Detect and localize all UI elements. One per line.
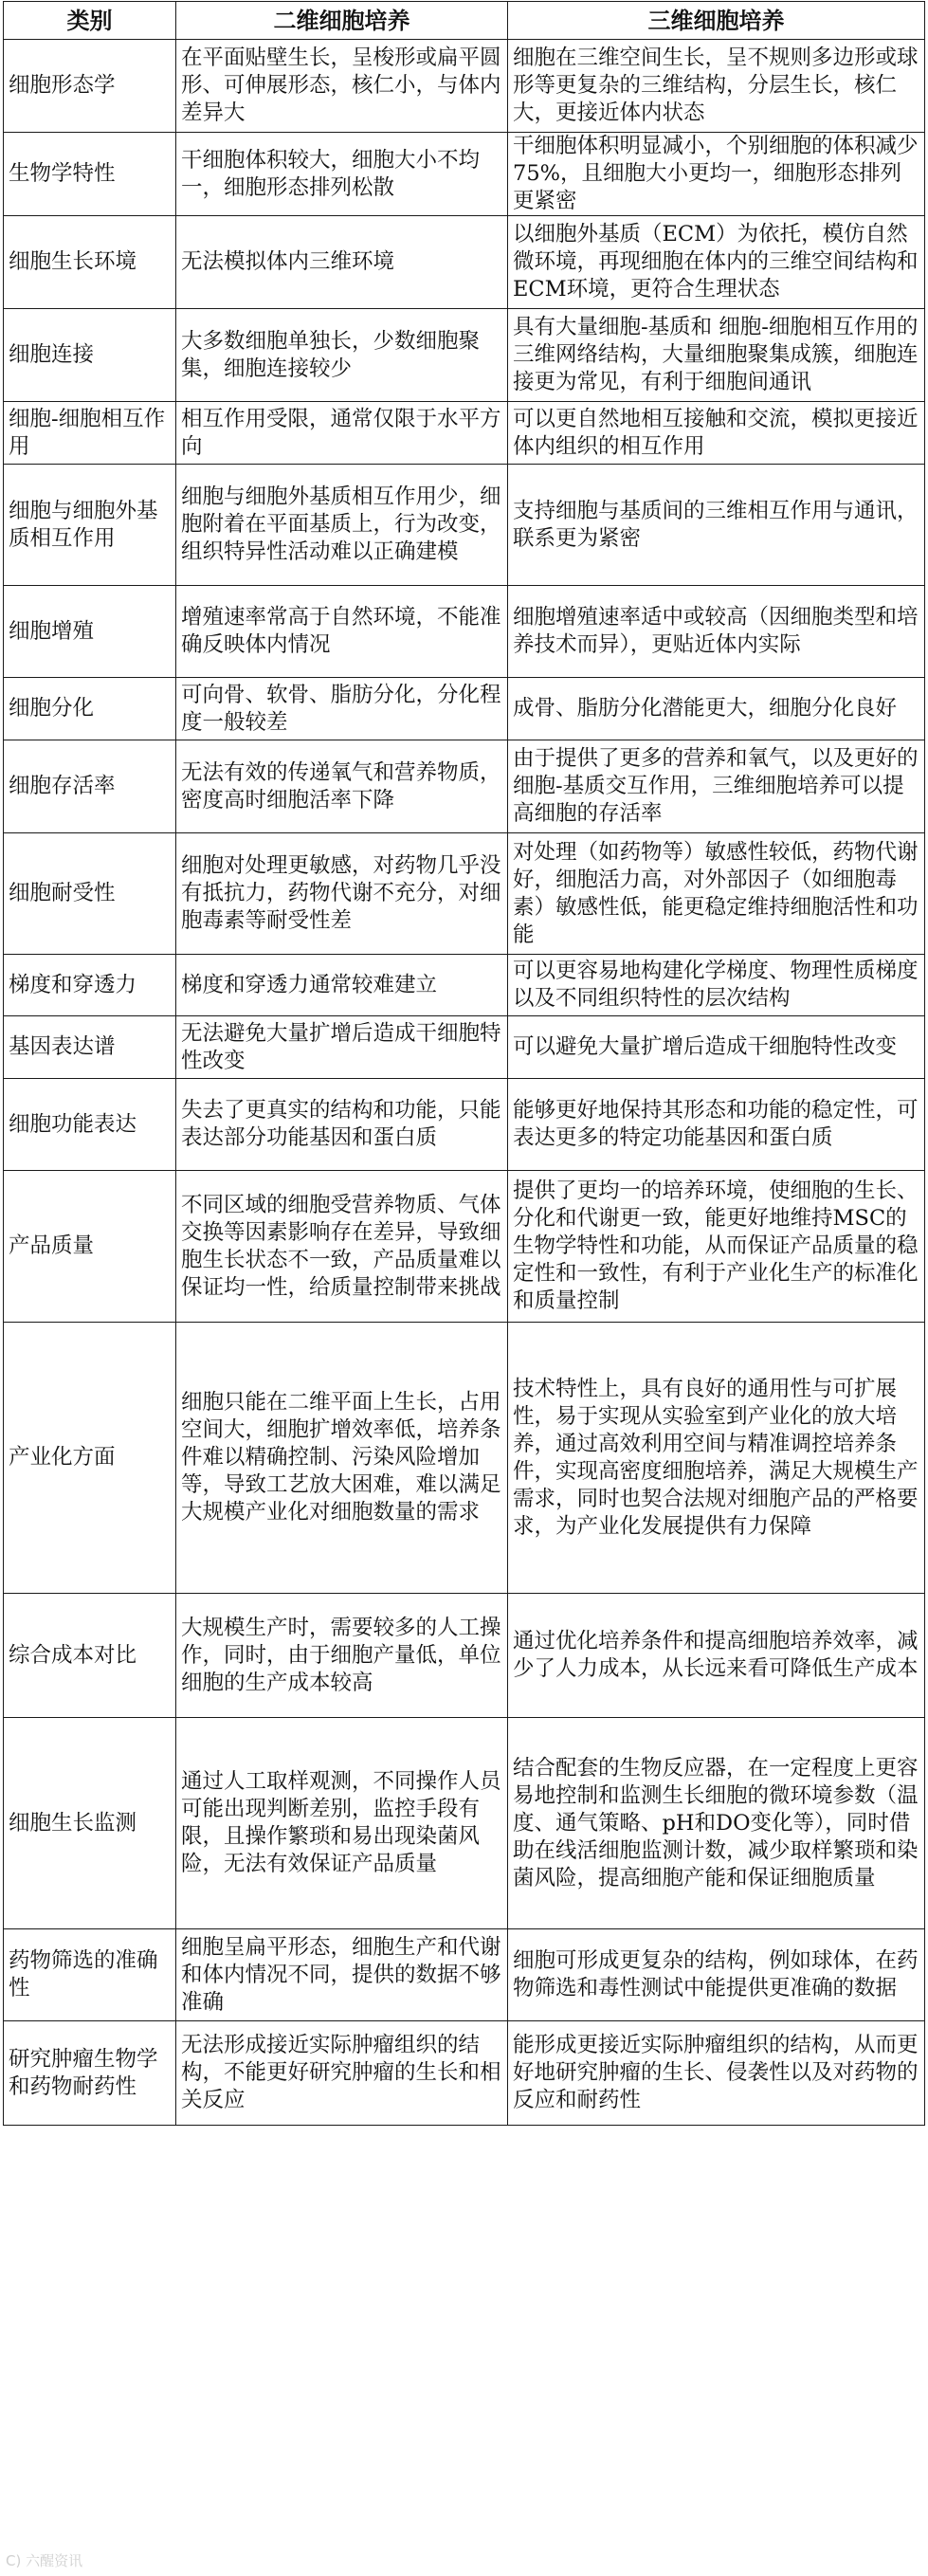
culture-2d-cell: 相互作用受限，通常仅限于水平方向 <box>176 402 508 465</box>
culture-3d-cell: 干细胞体积明显减小，个别细胞的体积减少75%，且细胞大小更均一，细胞形态排列更紧密 <box>508 133 925 216</box>
category-cell: 综合成本对比 <box>4 1594 176 1718</box>
table-row <box>4 1929 925 2021</box>
table-row <box>4 1016 925 1079</box>
table-row <box>4 1079 925 1171</box>
culture-2d-cell: 增殖速率常高于自然环境，不能准确反映体内情况 <box>176 586 508 678</box>
watermark: C) 六醒资讯 <box>6 2552 83 2569</box>
culture-3d-cell: 成骨、脂肪分化潜能更大，细胞分化良好 <box>508 678 925 740</box>
culture-3d-cell: 以细胞外基质（ECM）为依托，模仿自然微环境，再现细胞在体内的三维空间结构和ECM环境，更符合生理状态 <box>508 216 925 309</box>
category-cell: 产品质量 <box>4 1171 176 1323</box>
category-cell: 细胞与细胞外基质相互作用 <box>4 465 176 586</box>
culture-2d-cell: 细胞呈扁平形态，细胞生产和代谢和体内情况不同，提供的数据不够准确 <box>176 1929 508 2021</box>
culture-2d-cell: 在平面贴壁生长，呈梭形或扁平圆形、可伸展形态，核仁小，与体内差异大 <box>176 40 508 133</box>
culture-3d-cell: 可以更自然地相互接触和交流，模拟更接近体内组织的相互作用 <box>508 402 925 465</box>
table-row <box>4 40 925 133</box>
culture-3d-cell: 细胞可形成更复杂的结构，例如球体，在药物筛选和毒性测试中能提供更准确的数据 <box>508 1929 925 2021</box>
table-row <box>4 586 925 678</box>
culture-3d-cell: 能形成更接近实际肿瘤组织的结构，从而更好地研究肿瘤的生长、侵袭性以及对药物的反应和耐药性 <box>508 2021 925 2126</box>
table-row <box>4 955 925 1016</box>
culture-2d-cell: 失去了更真实的结构和功能，只能表达部分功能基因和蛋白质 <box>176 1079 508 1171</box>
category-cell: 细胞存活率 <box>4 740 176 833</box>
category-cell: 细胞耐受性 <box>4 833 176 955</box>
table-row <box>4 1171 925 1323</box>
table-row <box>4 678 925 740</box>
table-row <box>4 402 925 465</box>
culture-2d-cell: 无法有效的传递氧气和营养物质，密度高时细胞活率下降 <box>176 740 508 833</box>
table-row <box>4 2021 925 2126</box>
culture-3d-cell: 由于提供了更多的营养和氧气，以及更好的细胞-基质交互作用，三维细胞培养可以提高细胞的存活率 <box>508 740 925 833</box>
culture-3d-cell: 通过优化培养条件和提高细胞培养效率，减少了人力成本，从长远来看可降低生产成本 <box>508 1594 925 1718</box>
category-cell: 细胞-细胞相互作用 <box>4 402 176 465</box>
table-row <box>4 1594 925 1718</box>
culture-3d-cell: 细胞在三维空间生长，呈不规则多边形或球形等更复杂的三维结构，分层生长，核仁大，更接近体内状态 <box>508 40 925 133</box>
category-cell: 细胞生长监测 <box>4 1718 176 1929</box>
culture-3d-cell: 具有大量细胞-基质和 细胞-细胞相互作用的三维网络结构，大量细胞聚集成簇，细胞连接更为常见，有利于细胞间通讯 <box>508 309 925 402</box>
table-row <box>4 216 925 309</box>
culture-3d-cell: 对处理（如药物等）敏感性较低，药物代谢好，细胞活力高，对外部因子（如细胞毒素）敏感性低，能更稳定维持细胞活性和功能 <box>508 833 925 955</box>
category-cell: 细胞连接 <box>4 309 176 402</box>
culture-2d-cell: 无法形成接近实际肿瘤组织的结构，不能更好研究肿瘤的生长和相关反应 <box>176 2021 508 2126</box>
category-cell: 生物学特性 <box>4 133 176 216</box>
category-cell: 药物筛选的准确性 <box>4 1929 176 2021</box>
table-row <box>4 465 925 586</box>
culture-3d-cell: 技术特性上，具有良好的通用性与可扩展性，易于实现从实验室到产业化的放大培养，通过高效利用空间与精准调控培养条件，实现高密度细胞培养，满足大规模生产需求，同时也契合法规对细胞产品的严格要求，为产业化发展提供有力保障 <box>508 1323 925 1594</box>
category-cell: 细胞分化 <box>4 678 176 740</box>
header-category: 类别 <box>4 2 176 40</box>
culture-2d-cell: 无法模拟体内三维环境 <box>176 216 508 309</box>
table-row <box>4 1323 925 1594</box>
category-cell: 产业化方面 <box>4 1323 176 1594</box>
comparison-table <box>3 1 925 2126</box>
culture-3d-cell: 可以避免大量扩增后造成干细胞特性改变 <box>508 1016 925 1079</box>
table-row <box>4 133 925 216</box>
category-cell: 细胞形态学 <box>4 40 176 133</box>
culture-2d-cell: 细胞与细胞外基质相互作用少，细胞附着在平面基质上，行为改变，组织特异性活动难以正确建模 <box>176 465 508 586</box>
table-row <box>4 1718 925 1929</box>
category-cell: 研究肿瘤生物学和药物耐药性 <box>4 2021 176 2126</box>
culture-3d-cell: 结合配套的生物反应器，在一定程度上更容易地控制和监测生长细胞的微环境参数（温度、通气策略、pH和DO变化等），同时借助在线活细胞监测计数，减少取样繁琐和染菌风险，提高细胞产能和保证细胞质量 <box>508 1718 925 1929</box>
culture-2d-cell: 大多数细胞单独长，少数细胞聚集，细胞连接较少 <box>176 309 508 402</box>
culture-2d-cell: 不同区域的细胞受营养物质、气体交换等因素影响存在差异，导致细胞生长状态不一致，产品质量难以保证均一性，给质量控制带来挑战 <box>176 1171 508 1323</box>
culture-2d-cell: 细胞只能在二维平面上生长，占用空间大，细胞扩增效率低，培养条件难以精确控制、污染风险增加等，导致工艺放大困难，难以满足大规模产业化对细胞数量的需求 <box>176 1323 508 1594</box>
header-3d-culture: 三维细胞培养 <box>508 2 925 40</box>
culture-3d-cell: 支持细胞与基质间的三维相互作用与通讯，联系更为紧密 <box>508 465 925 586</box>
culture-2d-cell: 干细胞体积较大，细胞大小不均一，细胞形态排列松散 <box>176 133 508 216</box>
category-cell: 基因表达谱 <box>4 1016 176 1079</box>
table-row <box>4 740 925 833</box>
table-row <box>4 833 925 955</box>
header-row <box>4 2 925 40</box>
header-2d-culture: 二维细胞培养 <box>176 2 508 40</box>
table-row <box>4 309 925 402</box>
culture-3d-cell: 提供了更均一的培养环境，使细胞的生长、分化和代谢更一致，能更好地维持MSC的 生物学特性和功能，从而保证产品质量的稳定性和一致性，有利于产业化生产的标准化和质量控制 <box>508 1171 925 1323</box>
culture-2d-cell: 梯度和穿透力通常较难建立 <box>176 955 508 1016</box>
category-cell: 梯度和穿透力 <box>4 955 176 1016</box>
culture-3d-cell: 能够更好地保持其形态和功能的稳定性，可表达更多的特定功能基因和蛋白质 <box>508 1079 925 1171</box>
culture-2d-cell: 大规模生产时，需要较多的人工操作，同时，由于细胞产量低，单位细胞的生产成本较高 <box>176 1594 508 1718</box>
culture-2d-cell: 可向骨、软骨、脂肪分化，分化程度一般较差 <box>176 678 508 740</box>
category-cell: 细胞功能表达 <box>4 1079 176 1171</box>
category-cell: 细胞生长环境 <box>4 216 176 309</box>
culture-3d-cell: 细胞增殖速率适中或较高（因细胞类型和培养技术而异），更贴近体内实际 <box>508 586 925 678</box>
culture-2d-cell: 细胞对处理更敏感，对药物几乎没有抵抗力，药物代谢不充分，对细胞毒素等耐受性差 <box>176 833 508 955</box>
category-cell: 细胞增殖 <box>4 586 176 678</box>
culture-3d-cell: 可以更容易地构建化学梯度、物理性质梯度以及不同组织特性的层次结构 <box>508 955 925 1016</box>
culture-2d-cell: 通过人工取样观测，不同操作人员可能出现判断差别，监控手段有限，且操作繁琐和易出现染菌风险，无法有效保证产品质量 <box>176 1718 508 1929</box>
culture-2d-cell: 无法避免大量扩增后造成干细胞特性改变 <box>176 1016 508 1079</box>
